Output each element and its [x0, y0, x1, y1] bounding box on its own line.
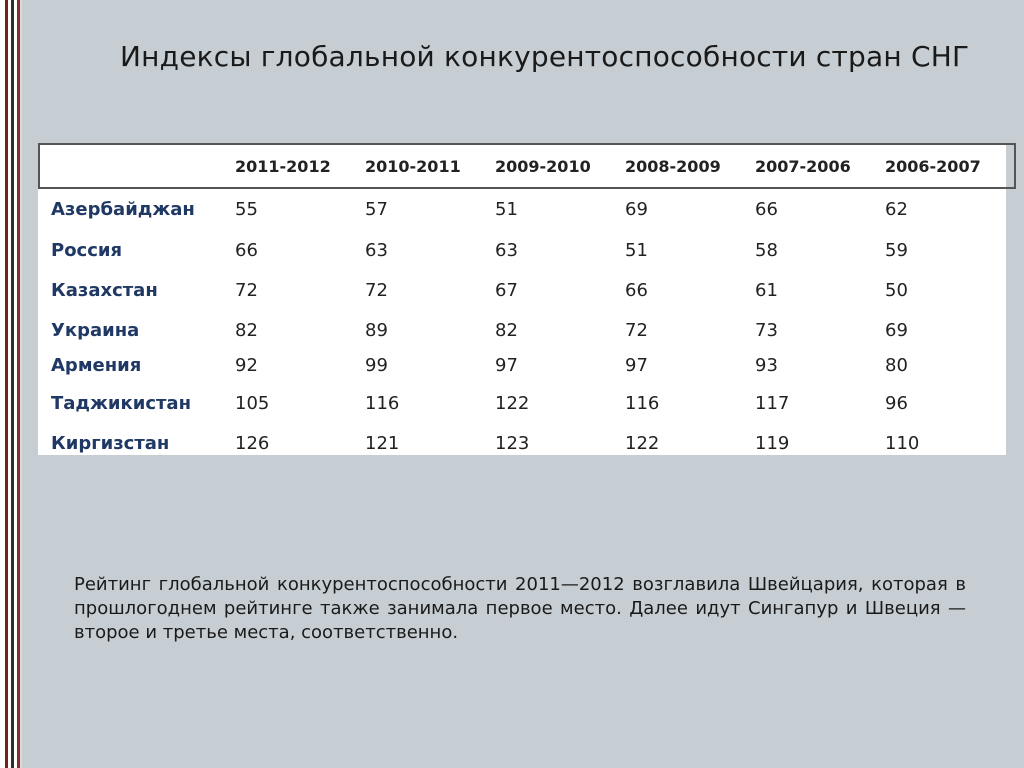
table-row — [39, 310, 1015, 350]
rank-cell: 72 — [365, 279, 388, 301]
column-header-year: 2010-2011 — [365, 144, 495, 188]
rank-cell: 89 — [365, 319, 388, 341]
rank-cell: 110 — [885, 432, 920, 454]
country-name: Киргизстан — [51, 432, 170, 454]
country-name: Азербайджан — [51, 199, 195, 220]
table-row — [39, 270, 1015, 310]
column-header-year: 2006-2007 — [885, 144, 1015, 188]
table-row — [39, 380, 1015, 426]
country-name: Таджикистан — [51, 392, 192, 414]
rank-cell: 69 — [885, 319, 908, 341]
rank-cell: 69 — [625, 199, 648, 220]
rank-cell: 73 — [755, 319, 778, 341]
rank-cell: 66 — [755, 199, 778, 220]
rank-cell: 96 — [885, 392, 908, 414]
rank-cell: 58 — [755, 239, 778, 261]
country-name: Армения — [51, 354, 142, 376]
rank-cell: 92 — [235, 354, 258, 376]
rank-cell: 57 — [365, 199, 388, 220]
footnote-paragraph: Рейтинг глобальной конкурентоспособности 2011—2012 возглавила Швейцария, которая в прошлогоднем рейтинге также занимала первое место. Далее идут Сингапур и Швеция — второе и третье места, соответственно. — [74, 574, 966, 643]
rank-cell: 51 — [625, 239, 648, 261]
column-header-year: 2011-2012 — [235, 144, 365, 188]
rank-cell: 72 — [235, 279, 258, 301]
column-header-year: 2007-2006 — [755, 144, 885, 188]
country-name: Украина — [51, 319, 140, 341]
table-header-row — [39, 144, 1015, 188]
rank-cell: 82 — [235, 319, 258, 341]
rank-cell: 116 — [365, 392, 400, 414]
rank-cell: 105 — [235, 392, 270, 414]
rank-cell: 121 — [365, 432, 400, 454]
rank-cell: 66 — [235, 239, 258, 261]
rank-cell: 119 — [755, 432, 790, 454]
country-name: Казахстан — [51, 279, 158, 301]
rank-cell: 63 — [365, 239, 388, 261]
rank-cell: 55 — [235, 199, 258, 220]
column-header-empty — [39, 144, 235, 188]
competitiveness-table — [38, 143, 1016, 460]
rank-cell: 123 — [495, 432, 530, 454]
rank-cell: 80 — [885, 354, 908, 376]
table-row — [39, 188, 1015, 230]
country-name: Россия — [51, 239, 123, 261]
rank-cell: 67 — [495, 279, 518, 301]
rank-cell: 97 — [495, 354, 518, 376]
rank-cell: 116 — [625, 392, 660, 414]
rank-cell: 117 — [755, 392, 790, 414]
column-header-year: 2009-2010 — [495, 144, 625, 188]
rank-cell: 126 — [235, 432, 270, 454]
rank-cell: 97 — [625, 354, 648, 376]
rank-cell: 93 — [755, 354, 778, 376]
rank-cell: 61 — [755, 279, 778, 301]
decorative-side-stripes — [0, 0, 22, 768]
table-row — [39, 350, 1015, 380]
rank-cell: 82 — [495, 319, 518, 341]
rank-cell: 99 — [365, 354, 388, 376]
competitiveness-table-container — [38, 143, 1006, 455]
rank-cell: 122 — [495, 392, 530, 414]
rank-cell: 51 — [495, 199, 518, 220]
page-title: Индексы глобальной конкурентоспособности стран СНГ — [120, 40, 970, 73]
rank-cell: 63 — [495, 239, 518, 261]
rank-cell: 72 — [625, 319, 648, 341]
table-row — [39, 230, 1015, 270]
rank-cell: 59 — [885, 239, 908, 261]
table-row — [39, 426, 1015, 460]
column-header-year: 2008-2009 — [625, 144, 755, 188]
rank-cell: 122 — [625, 432, 660, 454]
rank-cell: 66 — [625, 279, 648, 301]
rank-cell: 62 — [885, 199, 908, 220]
rank-cell: 50 — [885, 279, 908, 301]
